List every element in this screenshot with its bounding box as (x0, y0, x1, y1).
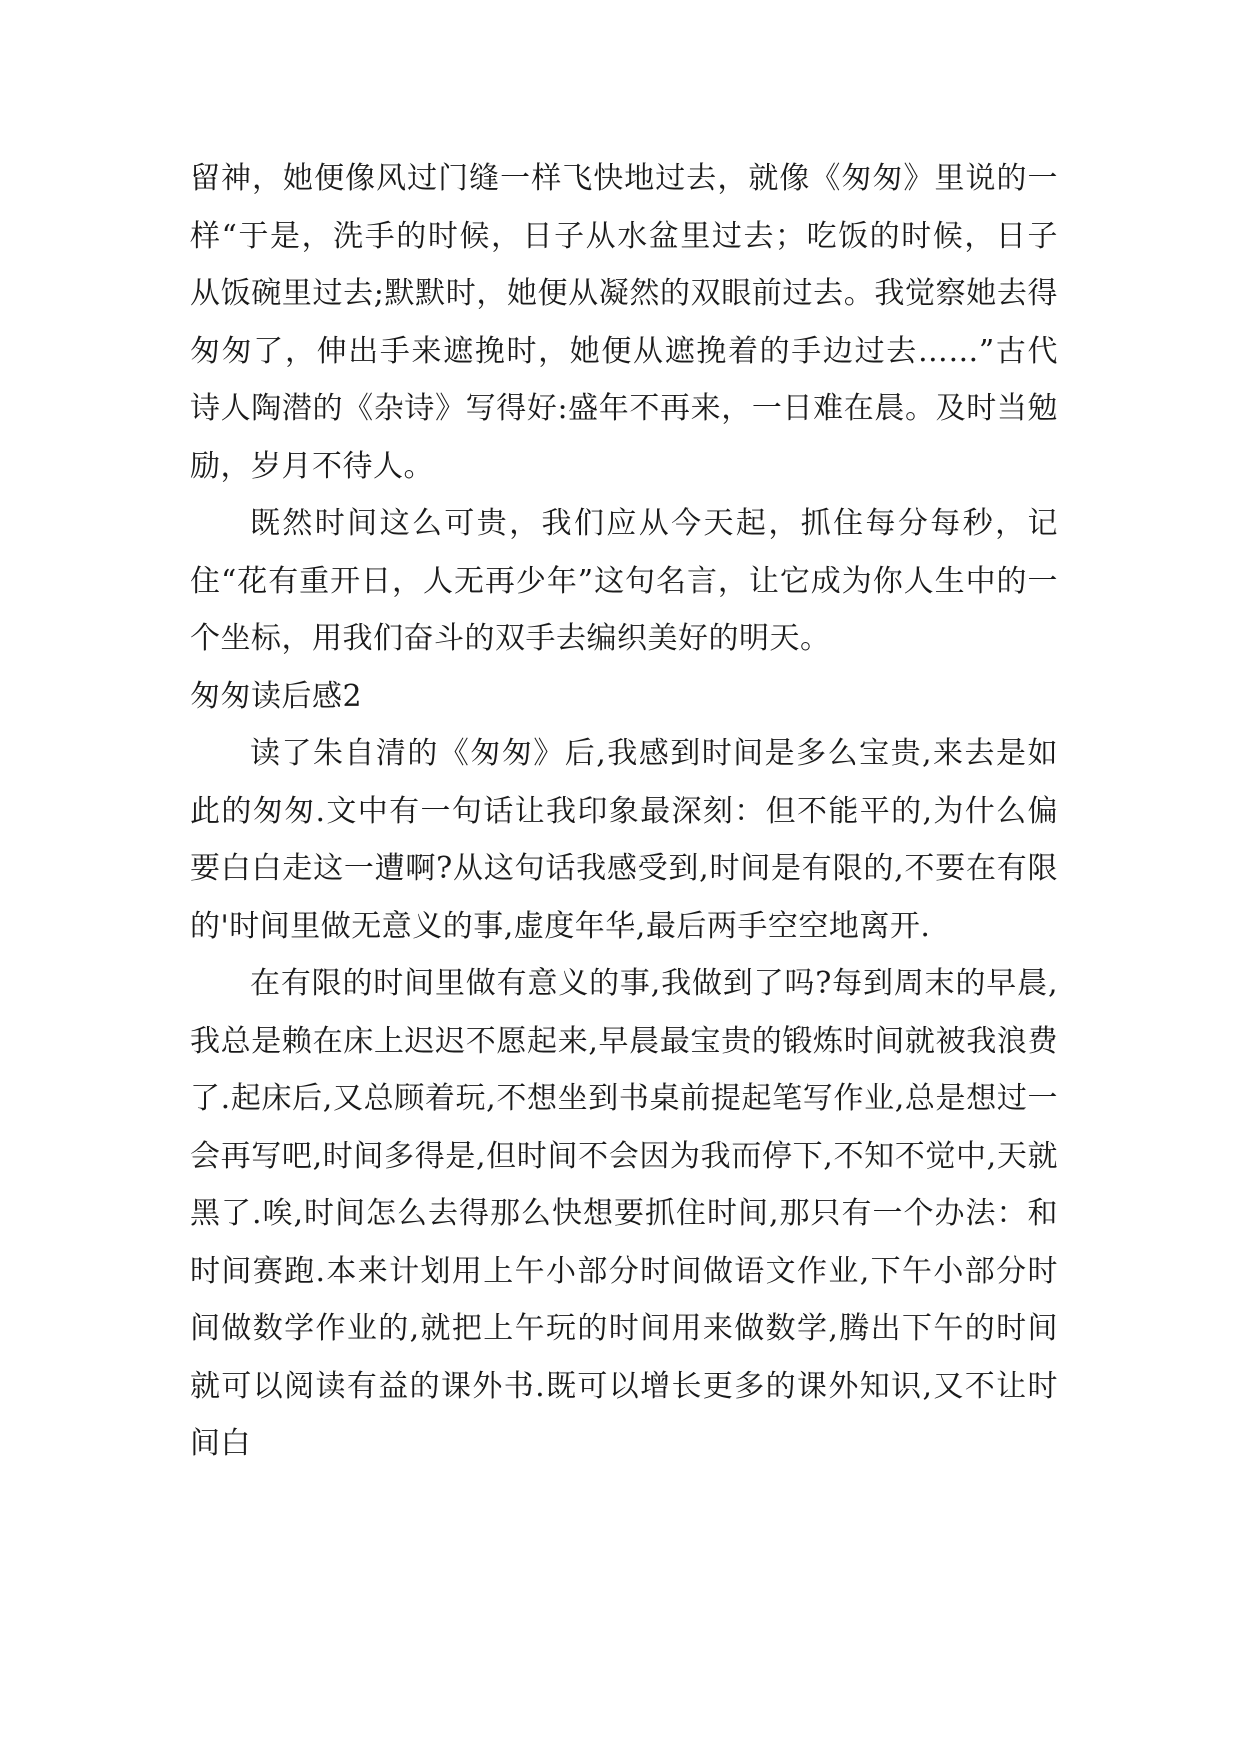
paragraph-1: 留神，她便像风过门缝一样飞快地过去，就像《匆匆》里说的一样“于是，洗手的时候，日子从水盆里过去；吃饭的时候，日子从饭碗里过去;默默时，她便从凝然的双眼前过去。我觉察她去得匆匆了，伸出手来遮挽时，她便从遮挽着的手边过去……”古代诗人陶潜的《杂诗》写得好:盛年不再来，一日难在晨。及时当勉励，岁月不待人。 (190, 161, 1058, 484)
section-title: 匆匆读后感2 (190, 678, 363, 714)
paragraph-2: 既然时间这么可贵，我们应从今天起，抓住每分每秒，记住“花有重开日，人无再少年”这句名言，让它成为你人生中的一个坐标，用我们奋斗的双手去编织美好的明天。 (190, 506, 1058, 656)
paragraph-4: 在有限的时间里做有意义的事,我做到了吗?每到周末的早晨,我总是赖在床上迟迟不愿起来,早晨最宝贵的锻炼时间就被我浪费了.起床后,又总顾着玩,不想坐到书桌前提起笔写作业,总是想过一会再写吧,时间多得是,但时间不会因为我而停下,不知不觉中,天就黑了.唉,时间怎么去得那么快想要抓住时间,那只有一个办法：和时间赛跑.本来计划用上午小部分时间做语文作业,下午小部分时间做数学作业的,就把上午玩的时间用来做数学,腾出下午的时间就可以阅读有益的课外书.既可以增长更多的课外知识,又不让时间白 (190, 966, 1058, 1461)
document-page (190, 150, 1058, 1473)
paragraph-3: 读了朱自清的《匆匆》后,我感到时间是多么宝贵,来去是如此的匆匆.文中有一句话让我印象最深刻：但不能平的,为什么偏要白白走这一遭啊?从这句话我感受到,时间是有限的,不要在有限的'时间里做无意义的事,虚度年华,最后两手空空地离开. (190, 736, 1058, 944)
